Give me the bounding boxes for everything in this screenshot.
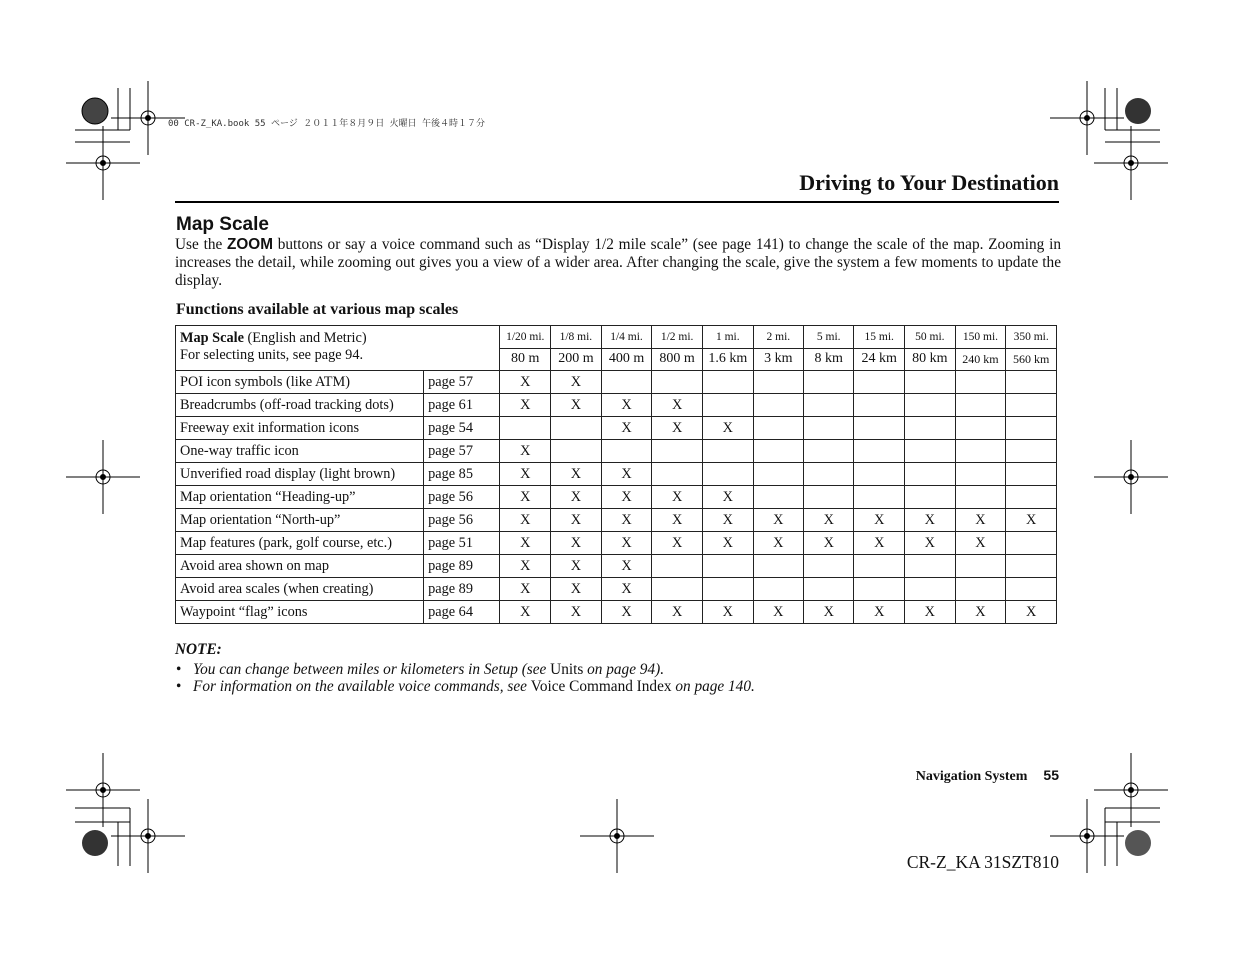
availability-cell	[905, 417, 956, 440]
note1-c: on page 94).	[583, 660, 665, 678]
availability-cell	[854, 440, 905, 463]
registration-crosshair	[1050, 81, 1124, 155]
section-title: Driving to Your Destination	[799, 170, 1059, 195]
availability-cell	[905, 486, 956, 509]
function-cell: POI icon symbols (like ATM)	[176, 371, 424, 394]
availability-cell: X	[500, 509, 551, 532]
availability-cell	[652, 555, 703, 578]
header-bold: Map Scale	[180, 330, 244, 346]
availability-cell	[753, 486, 803, 509]
map-scale-table	[175, 325, 1057, 624]
availability-cell	[905, 440, 956, 463]
availability-cell: X	[601, 417, 652, 440]
registration-crosshair	[66, 440, 140, 514]
availability-cell	[702, 394, 753, 417]
book-file-header: 00 CR-Z_KA.book 55 ページ ２０１１年８月９日 火曜日 午後４時１７分	[168, 119, 486, 129]
registration-starburst-bottom-left	[82, 830, 108, 856]
function-cell: Map features (park, golf course, etc.)	[176, 532, 424, 555]
availability-cell: X	[854, 532, 905, 555]
availability-cell	[1006, 555, 1057, 578]
registration-crosshair	[1094, 440, 1168, 514]
registration-crosshair	[1050, 799, 1124, 873]
function-cell: Breadcrumbs (off-road tracking dots)	[176, 394, 424, 417]
availability-cell: X	[551, 578, 602, 601]
availability-cell	[753, 417, 803, 440]
page-ref-cell: page 56	[424, 486, 500, 509]
table-row	[176, 555, 1057, 578]
table-row	[176, 532, 1057, 555]
footer-nav	[916, 767, 1059, 785]
availability-cell: X	[500, 440, 551, 463]
availability-cell: X	[601, 394, 652, 417]
availability-cell: X	[905, 509, 956, 532]
zoom-label: ZOOM	[227, 236, 273, 253]
table-header-label	[176, 326, 500, 371]
availability-cell: X	[601, 463, 652, 486]
scale-miles-cell: 1/2 mi.	[652, 326, 703, 349]
scale-miles-cell: 2 mi.	[753, 326, 803, 349]
note2-c: on page 140.	[671, 678, 755, 695]
availability-cell: X	[702, 417, 753, 440]
availability-cell	[905, 394, 956, 417]
availability-cell	[955, 417, 1006, 440]
function-cell: Map orientation “North-up”	[176, 509, 424, 532]
scale-miles-cell: 1 mi.	[702, 326, 753, 349]
availability-cell	[702, 555, 753, 578]
availability-cell	[702, 440, 753, 463]
availability-cell: X	[955, 532, 1006, 555]
availability-cell	[905, 578, 956, 601]
scale-metric-cell: 240 km	[955, 348, 1006, 371]
registration-starburst-top-right	[1125, 98, 1151, 124]
availability-cell	[1006, 371, 1057, 394]
availability-cell: X	[1006, 601, 1057, 624]
availability-cell	[753, 578, 803, 601]
page-ref-cell: page 56	[424, 509, 500, 532]
page-number: 55	[1043, 767, 1059, 783]
registration-crosshair	[111, 799, 185, 873]
availability-cell: X	[601, 578, 652, 601]
table-row	[176, 509, 1057, 532]
page-ref-cell: page 61	[424, 394, 500, 417]
availability-cell: X	[551, 601, 602, 624]
scale-metric-cell: 24 km	[854, 348, 905, 371]
availability-cell	[854, 486, 905, 509]
availability-cell: X	[753, 532, 803, 555]
registration-crosshair	[66, 753, 140, 827]
availability-cell	[753, 394, 803, 417]
registration-starburst-bottom-right	[1125, 830, 1151, 856]
title-rule	[175, 201, 1059, 203]
availability-cell: X	[551, 486, 602, 509]
function-cell: Avoid area scales (when creating)	[176, 578, 424, 601]
availability-cell	[854, 371, 905, 394]
availability-cell	[1006, 486, 1057, 509]
availability-cell	[1006, 532, 1057, 555]
availability-cell: X	[601, 601, 652, 624]
registration-crosshair	[580, 799, 654, 873]
availability-cell: X	[804, 509, 854, 532]
scale-miles-cell: 350 mi.	[1006, 326, 1057, 349]
note-title: NOTE:	[175, 641, 222, 658]
availability-cell	[804, 394, 854, 417]
availability-cell: X	[601, 532, 652, 555]
registration-starburst-top-left	[82, 98, 108, 124]
availability-cell: X	[500, 463, 551, 486]
scale-metric-cell: 80 m	[500, 348, 551, 371]
availability-cell: X	[702, 509, 753, 532]
scale-metric-cell: 400 m	[601, 348, 652, 371]
header-paren: (English and Metric)	[243, 330, 367, 346]
function-cell: One-way traffic icon	[176, 440, 424, 463]
availability-cell: X	[955, 509, 1006, 532]
availability-cell: X	[601, 486, 652, 509]
scale-miles-cell: 1/8 mi.	[551, 326, 602, 349]
footer-nav-label: Navigation System	[915, 769, 1028, 784]
function-cell: Waypoint “flag” icons	[176, 601, 424, 624]
availability-cell	[753, 371, 803, 394]
availability-cell: X	[500, 555, 551, 578]
availability-cell	[804, 417, 854, 440]
availability-cell: X	[854, 509, 905, 532]
availability-cell: X	[652, 509, 703, 532]
availability-cell	[702, 463, 753, 486]
availability-cell: X	[905, 601, 956, 624]
availability-cell: X	[753, 601, 803, 624]
scale-miles-cell: 1/4 mi.	[601, 326, 652, 349]
table-row	[176, 440, 1057, 463]
availability-cell: X	[500, 532, 551, 555]
note1-units-link: Units	[550, 660, 584, 678]
availability-cell	[905, 463, 956, 486]
intro-rest: buttons or say a voice command such as “Display 1/2 mile scale” (see page 141) to change the scale of the map. Zooming in increases the detail, while zooming out gives you a view of a wider area. After changing the scale, give the system a few moments to update the display.	[175, 236, 1061, 289]
availability-cell: X	[601, 509, 652, 532]
scale-metric-cell: 8 km	[804, 348, 854, 371]
page-ref-cell: page 57	[424, 440, 500, 463]
map-scale-heading: Map Scale	[176, 214, 269, 235]
availability-cell	[551, 417, 602, 440]
document-code: CR-Z_KA 31SZT810	[906, 852, 1059, 872]
availability-cell	[854, 578, 905, 601]
table-row	[176, 601, 1057, 624]
scale-metric-cell: 1.6 km	[702, 348, 753, 371]
availability-cell	[854, 463, 905, 486]
availability-cell: X	[854, 601, 905, 624]
availability-cell	[804, 371, 854, 394]
availability-cell	[955, 440, 1006, 463]
registration-crosshair	[1094, 126, 1168, 200]
intro-paragraph	[175, 236, 1061, 290]
availability-cell	[652, 578, 703, 601]
scale-metric-cell: 800 m	[652, 348, 703, 371]
page-ref-cell: page 89	[424, 555, 500, 578]
availability-cell	[955, 463, 1006, 486]
page-ref-cell: page 89	[424, 578, 500, 601]
availability-cell: X	[652, 486, 703, 509]
page-ref-cell: page 57	[424, 371, 500, 394]
availability-cell	[955, 394, 1006, 417]
availability-cell	[601, 371, 652, 394]
scale-miles-cell: 1/20 mi.	[500, 326, 551, 349]
scale-miles-cell: 15 mi.	[854, 326, 905, 349]
intro-prefix: Use the	[175, 236, 228, 253]
availability-cell	[1006, 463, 1057, 486]
availability-cell	[955, 578, 1006, 601]
availability-cell	[854, 417, 905, 440]
availability-cell: X	[955, 601, 1006, 624]
availability-cell	[753, 463, 803, 486]
availability-cell: X	[551, 509, 602, 532]
availability-cell	[702, 578, 753, 601]
function-cell: Unverified road display (light brown)	[176, 463, 424, 486]
availability-cell	[1006, 440, 1057, 463]
scale-miles-cell: 50 mi.	[905, 326, 956, 349]
availability-cell: X	[652, 601, 703, 624]
availability-cell	[955, 371, 1006, 394]
scale-metric-cell: 80 km	[905, 348, 956, 371]
availability-cell	[804, 463, 854, 486]
availability-cell	[753, 440, 803, 463]
scale-metric-cell: 560 km	[1006, 348, 1057, 371]
availability-cell: X	[500, 371, 551, 394]
note-item	[175, 661, 1055, 679]
availability-cell	[854, 394, 905, 417]
availability-cell: X	[500, 601, 551, 624]
availability-cell	[804, 440, 854, 463]
availability-cell: X	[551, 371, 602, 394]
availability-cell	[905, 555, 956, 578]
availability-cell: X	[702, 486, 753, 509]
availability-cell	[753, 555, 803, 578]
availability-cell: X	[500, 578, 551, 601]
availability-cell: X	[702, 532, 753, 555]
availability-cell	[955, 555, 1006, 578]
scale-miles-cell: 150 mi.	[955, 326, 1006, 349]
availability-cell	[652, 463, 703, 486]
availability-cell	[1006, 417, 1057, 440]
page-ref-cell: page 54	[424, 417, 500, 440]
availability-cell: X	[652, 532, 703, 555]
table-row	[176, 394, 1057, 417]
availability-cell	[601, 440, 652, 463]
availability-cell: X	[753, 509, 803, 532]
availability-cell	[804, 578, 854, 601]
table-caption: Functions available at various map scales	[176, 301, 459, 318]
scale-metric-cell: 3 km	[753, 348, 803, 371]
availability-cell	[652, 371, 703, 394]
availability-cell	[551, 440, 602, 463]
availability-cell: X	[1006, 509, 1057, 532]
note2-a: For information on the available voice commands, see	[193, 678, 531, 695]
note1-a: You can change between miles or kilometers in Setup (see	[193, 660, 551, 678]
availability-cell: X	[652, 417, 703, 440]
availability-cell	[500, 417, 551, 440]
scale-miles-cell: 5 mi.	[804, 326, 854, 349]
registration-crosshair	[66, 126, 140, 200]
availability-cell: X	[551, 394, 602, 417]
function-cell: Avoid area shown on map	[176, 555, 424, 578]
availability-cell	[804, 486, 854, 509]
note-item	[175, 678, 1055, 696]
page-ref-cell: page 51	[424, 532, 500, 555]
availability-cell	[702, 371, 753, 394]
availability-cell	[1006, 394, 1057, 417]
table-row	[176, 463, 1057, 486]
availability-cell: X	[702, 601, 753, 624]
table-row	[176, 486, 1057, 509]
availability-cell: X	[500, 486, 551, 509]
availability-cell	[905, 371, 956, 394]
availability-cell: X	[551, 463, 602, 486]
page-ref-cell: page 85	[424, 463, 500, 486]
availability-cell	[955, 486, 1006, 509]
availability-cell: X	[601, 555, 652, 578]
availability-cell: X	[551, 555, 602, 578]
function-cell: Map orientation “Heading-up”	[176, 486, 424, 509]
availability-cell: X	[652, 394, 703, 417]
availability-cell: X	[905, 532, 956, 555]
scale-metric-cell: 200 m	[551, 348, 602, 371]
table-row	[176, 417, 1057, 440]
table-row	[176, 371, 1057, 394]
availability-cell	[652, 440, 703, 463]
page-ref-cell: page 64	[424, 601, 500, 624]
availability-cell: X	[804, 532, 854, 555]
note2-index-link: Voice Command Index	[530, 678, 672, 695]
availability-cell: X	[500, 394, 551, 417]
availability-cell: X	[551, 532, 602, 555]
availability-cell: X	[804, 601, 854, 624]
notes-block	[175, 641, 1055, 696]
table-row	[176, 578, 1057, 601]
function-cell: Freeway exit information icons	[176, 417, 424, 440]
header-line2: For selecting units, see page 94.	[180, 347, 364, 363]
availability-cell	[804, 555, 854, 578]
availability-cell	[1006, 578, 1057, 601]
availability-cell	[854, 555, 905, 578]
